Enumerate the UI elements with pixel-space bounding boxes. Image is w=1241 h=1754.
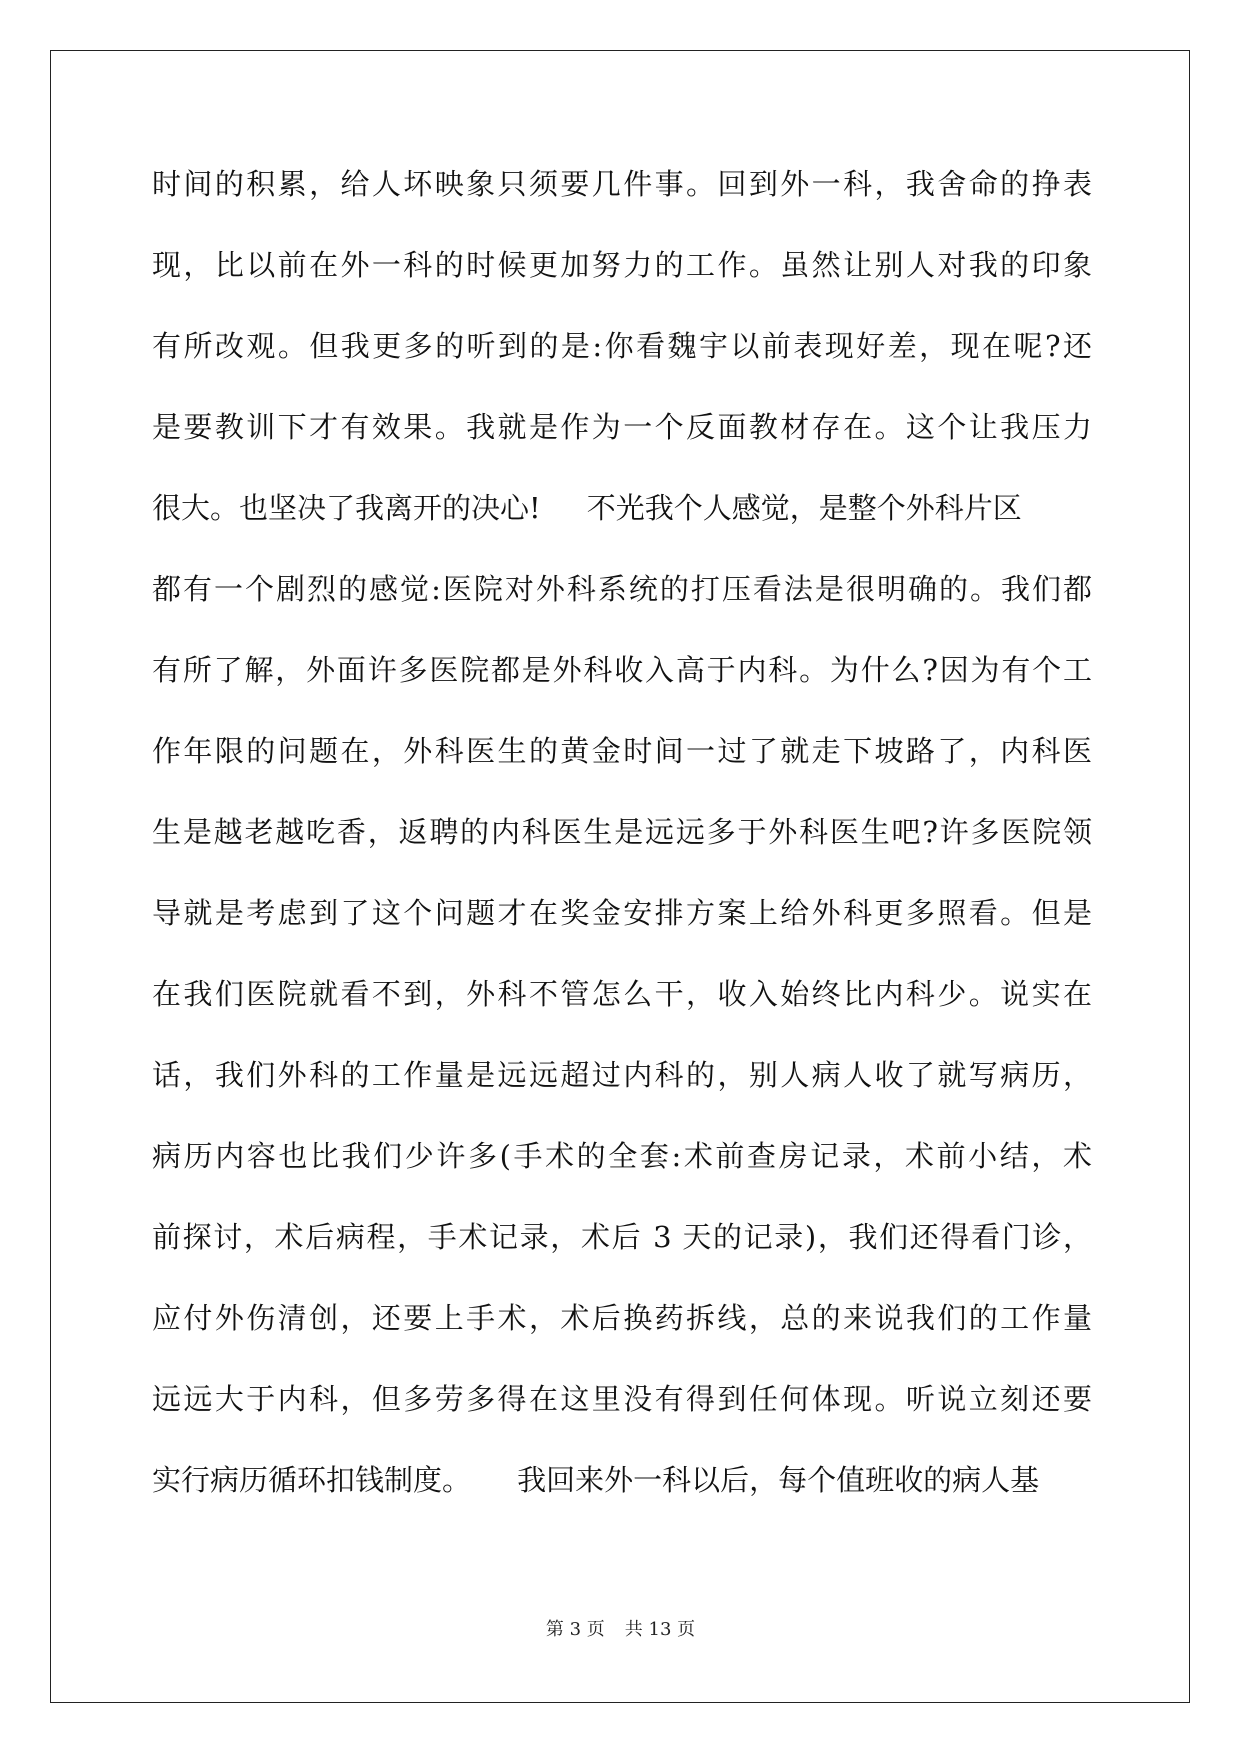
text-line: 前探讨，术后病程，手术记录，术后 3 天的记录)，我们还得看门诊， <box>152 1220 1092 1254</box>
page-footer <box>0 1615 1241 1641</box>
text-line: 时间的积累，给人坏映象只须要几件事。回到外一科，我舍命的挣表 <box>152 167 1092 201</box>
text-line: 应付外伤清创，还要上手术，术后换药拆线，总的来说我们的工作量 <box>152 1301 1092 1335</box>
text-line: 生是越老越吃香，返聘的内科医生是远远多于外科医生吧?许多医院领 <box>152 815 1092 849</box>
text-line: 有所改观。但我更多的听到的是:你看魏宇以前表现好差，现在呢?还 <box>152 329 1092 363</box>
text-line: 远远大于内科，但多劳多得在这里没有得到任何体现。听说立刻还要 <box>152 1382 1092 1416</box>
text-line: 有所了解，外面许多医院都是外科收入高于内科。为什么?因为有个工 <box>152 653 1092 687</box>
text-line: 很大。也坚决了我离开的决心! 不光我个人感觉，是整个外科片区 <box>152 491 1022 525</box>
text-line: 在我们医院就看不到，外科不管怎么干，收入始终比内科少。说实在 <box>152 977 1092 1011</box>
text-line: 话，我们外科的工作量是远远超过内科的，别人病人收了就写病历， <box>152 1058 1092 1092</box>
text-line: 作年限的问题在，外科医生的黄金时间一过了就走下坡路了，内科医 <box>152 734 1092 768</box>
text-line: 都有一个剧烈的感觉:医院对外科系统的打压看法是很明确的。我们都 <box>152 572 1092 606</box>
text-line: 现，比以前在外一科的时候更加努力的工作。虽然让别人对我的印象 <box>152 248 1092 282</box>
page-total: 共 13 页 <box>624 1619 696 1640</box>
page-number: 第 3 页 <box>545 1619 605 1640</box>
text-line: 病历内容也比我们少许多(手术的全套:术前查房记录，术前小结，术 <box>152 1139 1092 1173</box>
text-line: 是要教训下才有效果。我就是作为一个反面教材存在。这个让我压力 <box>152 410 1092 444</box>
document-body <box>152 164 1092 1541</box>
text-line: 实行病历循环扣钱制度。 我回来外一科以后，每个值班收的病人基 <box>152 1463 1040 1497</box>
text-line: 导就是考虑到了这个问题才在奖金安排方案上给外科更多照看。但是 <box>152 896 1092 930</box>
